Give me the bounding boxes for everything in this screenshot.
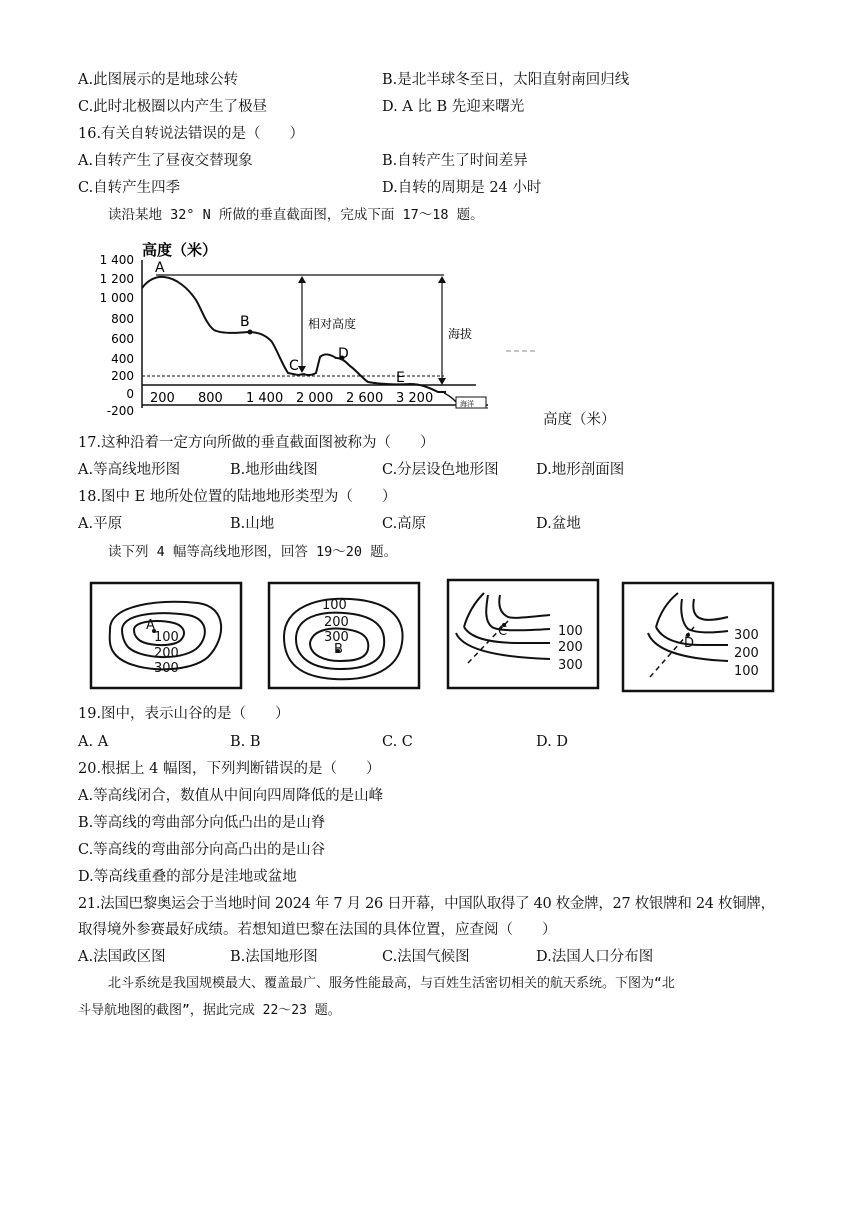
q19-option-c: C. C [382, 734, 413, 750]
contour-map-a [91, 583, 241, 688]
q16-option-c: C.自转产生四季 [78, 180, 181, 196]
contour-maps [88, 577, 788, 697]
map3-label-300: 300 [558, 658, 583, 673]
relative-height-label: 相对高度 [308, 317, 357, 331]
map4-point-label: D [684, 636, 695, 651]
q20-option-c: C.等高线的弯曲部分向高凸出的是山谷 [78, 842, 326, 858]
q16-option-d: D.自转的周期是 24 小时 [382, 180, 542, 196]
intro-22-23-line2: 斗导航地图的截图”，据此完成 22～23 题。 [78, 1003, 341, 1018]
q21-option-a: A.法国政区图 [78, 949, 166, 965]
map2-label-300: 300 [324, 630, 349, 645]
q20-option-b: B.等高线的弯曲部分向低凸出的是山脊 [78, 815, 326, 831]
map1-point-label: A [146, 618, 155, 633]
map3-point-label: C [498, 624, 508, 639]
y-tick-1400: 1 400 [99, 253, 134, 267]
contour-map-d [623, 583, 773, 691]
y-tick-1000: 1 000 [99, 291, 134, 305]
altitude-label: 海拔 [448, 327, 473, 341]
q17-option-b: B.地形曲线图 [230, 462, 318, 478]
q18-stem: 18.图中 E 地所处位置的陆地地形类型为（ ） [78, 489, 397, 505]
x-tick-1400: 1 400 [246, 391, 284, 406]
q21-option-d: D.法国人口分布图 [536, 949, 654, 965]
intro-22-23-line1: 北斗系统是我国规模最大、覆盖最广、服务性能最高，与百姓生活密切相关的航天系统。下图为“北 [108, 976, 675, 991]
y-tick-800: 800 [111, 312, 134, 326]
map2-label-100: 100 [322, 598, 347, 613]
q15-option-d: D. A 比 B 先迎来曙光 [382, 99, 525, 115]
q15-option-a: A.此图展示的是地球公转 [78, 72, 239, 88]
q17-stem: 17.这种沿着一定方向所做的垂直截面图被称为（ ） [78, 435, 435, 451]
q19-option-b: B. B [230, 734, 261, 750]
contour-map-c [448, 580, 598, 688]
map4-label-300: 300 [734, 628, 759, 643]
q18-option-d: D.盆地 [536, 516, 581, 532]
map1-label-200: 200 [154, 646, 179, 661]
map2-point-label: B [334, 642, 343, 657]
point-d-label: D [338, 346, 349, 362]
map1-label-300: 300 [154, 661, 179, 676]
intro-19-20: 读下列 4 幅等高线地形图，回答 19～20 题。 [108, 544, 398, 560]
x-tick-2000: 2 000 [296, 391, 334, 406]
sea-label: 海洋 [460, 400, 474, 408]
q19-stem: 19.图中，表示山谷的是（ ） [78, 706, 290, 722]
y-tick-1200: 1 200 [99, 272, 134, 286]
q21-stem-line2: 取得境外参赛最好成绩。若想知道巴黎在法国的具体位置，应查阅（ ） [78, 922, 557, 938]
map3-label-100: 100 [558, 624, 583, 639]
map4-label-100: 100 [734, 664, 759, 679]
q18-option-a: A.平原 [78, 516, 123, 532]
q20-option-a: A.等高线闭合，数值从中间向四周降低的是山峰 [78, 788, 384, 804]
map4-label-200: 200 [734, 646, 759, 661]
q16-option-a: A.自转产生了昼夜交替现象 [78, 153, 253, 169]
y-tick-neg200: -200 [106, 404, 134, 418]
x-tick-200: 200 [150, 391, 175, 406]
profile-caption: 高度（米） [543, 412, 616, 428]
q15-option-b: B.是北半球冬至日，太阳直射南回归线 [382, 72, 630, 88]
point-c-label: C [289, 358, 299, 374]
q16-option-b: B.自转产生了时间差异 [382, 153, 528, 169]
point-b-label: B [240, 314, 250, 330]
y-tick-0: 0 [126, 387, 134, 401]
q20-option-d: D.等高线重叠的部分是洼地或盆地 [78, 869, 297, 885]
q21-option-b: B.法国地形图 [230, 949, 318, 965]
q20-stem: 20.根据上 4 幅图，下列判断错误的是（ ） [78, 761, 381, 777]
point-b-marker [248, 330, 253, 335]
intro-17-18: 读沿某地 32° N 所做的垂直截面图，完成下面 17～18 题。 [108, 207, 484, 223]
q19-option-a: A. A [78, 734, 109, 750]
q17-option-c: C.分层设色地形图 [382, 462, 499, 478]
x-tick-2600: 2 600 [346, 391, 384, 406]
q17-option-a: A.等高线地形图 [78, 462, 181, 478]
q16-stem: 16.有关自转说法错误的是（ ） [78, 126, 305, 142]
x-tick-3200: 3 200 [396, 391, 434, 406]
map3-label-200: 200 [558, 640, 583, 655]
map2-label-200: 200 [324, 615, 349, 630]
q19-option-d: D. D [536, 734, 568, 750]
point-e-label: E [396, 370, 405, 386]
q18-option-b: B.山地 [230, 516, 275, 532]
q17-option-d: D.地形剖面图 [536, 462, 625, 478]
q21-stem-line1: 21.法国巴黎奥运会于当地时间 2024 年 7 月 26 日开幕，中国队取得了 40 枚金牌，27 枚银牌和 24 枚铜牌， [78, 896, 775, 912]
y-tick-400: 400 [111, 352, 134, 366]
q18-option-c: C.高原 [382, 516, 427, 532]
point-a-label: A [155, 260, 165, 276]
profile-ylabel: 高度（米） [142, 241, 218, 259]
y-tick-200: 200 [111, 369, 134, 383]
map1-label-100: 100 [154, 630, 179, 645]
contour-map-b [269, 583, 419, 688]
q15-option-c: C.此时北极圈以内产生了极昼 [78, 99, 268, 115]
x-tick-800: 800 [198, 391, 223, 406]
y-tick-600: 600 [111, 332, 134, 346]
terrain-profile-chart [98, 240, 550, 420]
q21-option-c: C.法国气候图 [382, 949, 470, 965]
